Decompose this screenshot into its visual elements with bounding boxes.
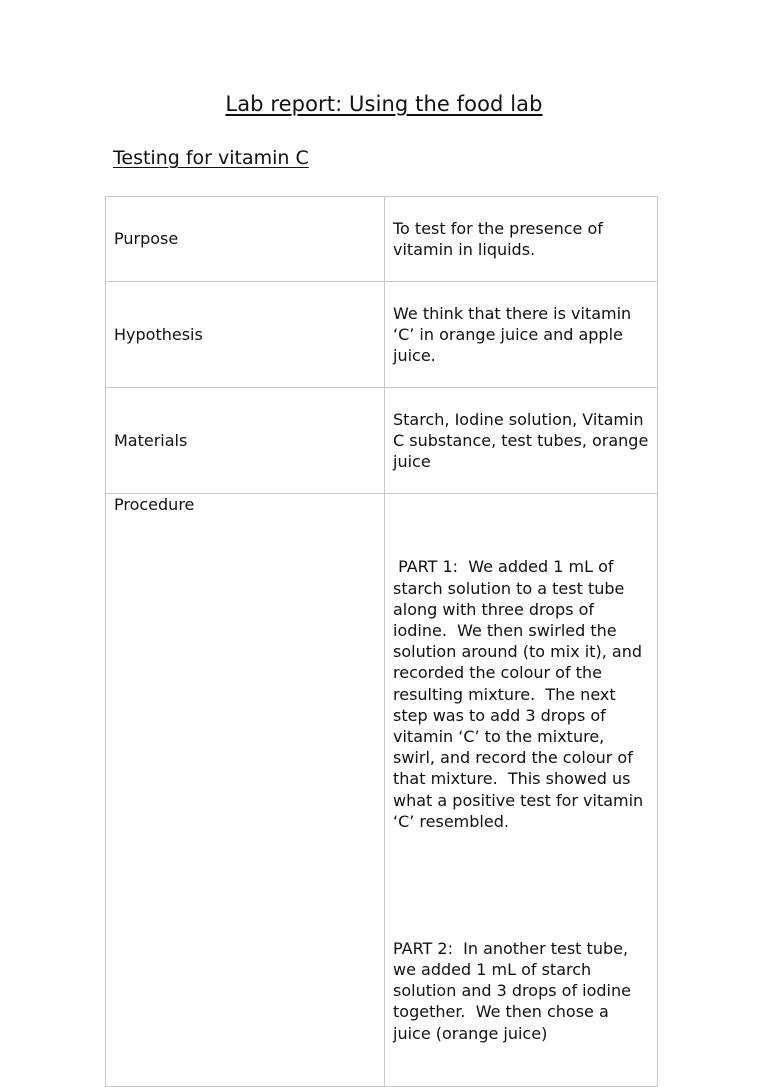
table-row-hypothesis xyxy=(106,282,658,388)
section-heading: Testing for vitamin C xyxy=(113,147,309,169)
purpose-label: Purpose xyxy=(106,197,385,282)
procedure-text xyxy=(393,494,649,1086)
procedure-part2: PART 2: In another test tube, we added 1 mL of starch solution and 3 drops of iodine together. We then chose a juice (orange juice) xyxy=(393,938,637,1043)
page-title: Lab report: Using the food lab xyxy=(225,92,543,116)
procedure-part1: PART 1: We added 1 mL of starch solution to a test tube along with three drops of iodine. We then swirled the solution around (to mix it), and recorded the colour of the resulting mixture. The next step was to add 3 drops of vitamin ‘C’ to the mixture, swirl, and record the colour of that mixture. This showed us what a positive test for vitamin ‘C’ resembled. xyxy=(393,557,649,831)
hypothesis-value: We think that there is vitamin ‘C’ in orange juice and apple juice. xyxy=(385,282,658,388)
paragraph-gap xyxy=(393,874,649,895)
hypothesis-label: Hypothesis xyxy=(106,282,385,388)
table-row-materials xyxy=(106,388,658,494)
procedure-label: Procedure xyxy=(114,495,195,514)
procedure-value-cell xyxy=(385,494,658,1087)
procedure-label-cell xyxy=(106,494,385,1087)
materials-label: Materials xyxy=(106,388,385,494)
table-row-purpose xyxy=(106,197,658,282)
purpose-value: To test for the presence of vitamin in liquids. xyxy=(385,197,658,282)
lab-report-table xyxy=(105,196,658,1087)
materials-value: Starch, Iodine solution, Vitamin C substance, test tubes, orange juice xyxy=(385,388,658,494)
table-row-procedure xyxy=(106,494,658,1087)
